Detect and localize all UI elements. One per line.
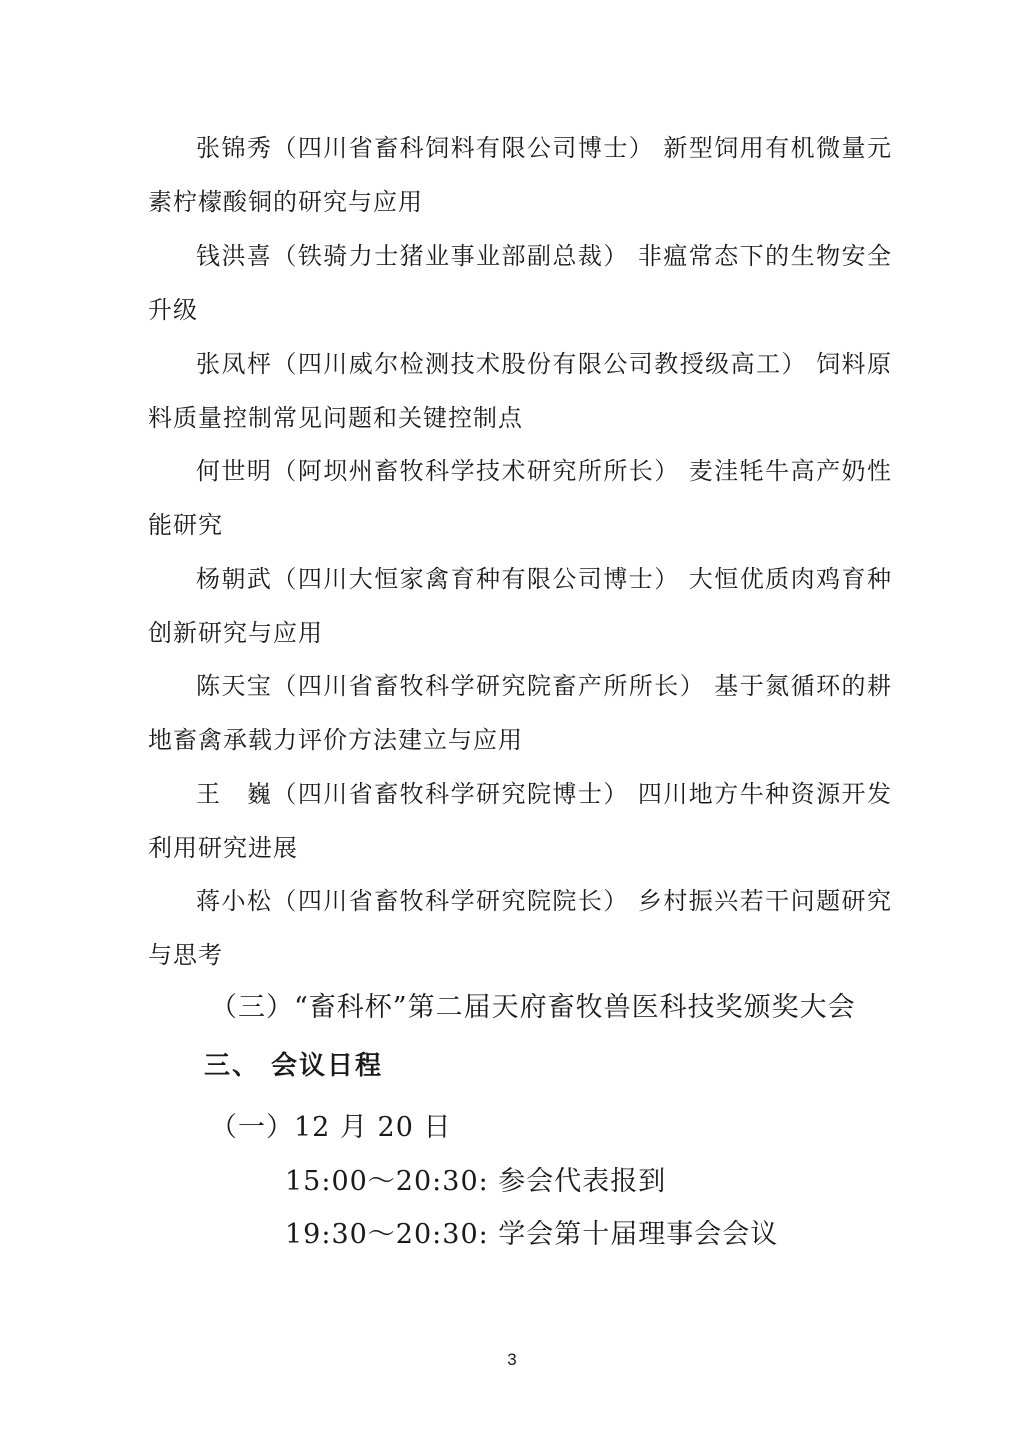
award-ceremony-heading: （三）“畜科杯”第二届天府畜牧兽医科技奖颁奖大会 [210,992,856,1023]
schedule-item: 15:00～20:30: 参会代表报到 [285,1166,667,1197]
report-entry: 王 巍（四川省畜牧科学研究院博士） 四川地方牛种资源开发利用研究进展 [148,780,892,862]
schedule-item: 19:30～20:30: 学会第十届理事会会议 [285,1219,779,1250]
report-entry: 张锦秀（四川省畜科饲料有限公司博士） 新型饲用有机微量元素柠檬酸铜的研究与应用 [148,134,892,216]
section-heading-schedule: 三、 会议日程 [204,1051,384,1081]
report-entry: 陈天宝（四川省畜牧科学研究院畜产所所长） 基于氮循环的耕地畜禽承载力评价方法建立与应用 [148,672,892,754]
report-entry: 杨朝武（四川大恒家禽育种有限公司博士） 大恒优质肉鸡育种创新研究与应用 [148,565,892,647]
page-number: 3 [507,1350,517,1369]
day-heading: （一）12 月 20 日 [210,1112,452,1143]
report-entry: 蒋小松（四川省畜牧科学研究院院长） 乡村振兴若干问题研究与思考 [148,887,892,969]
report-entry: 何世明（阿坝州畜牧科学技术研究所所长） 麦洼牦牛高产奶性能研究 [148,457,892,539]
report-entry: 张凤枰（四川威尔检测技术股份有限公司教授级高工） 饲料原料质量控制常见问题和关键控制点 [148,350,892,432]
report-entry: 钱洪喜（铁骑力士猪业事业部副总裁） 非瘟常态下的生物安全升级 [148,242,892,324]
